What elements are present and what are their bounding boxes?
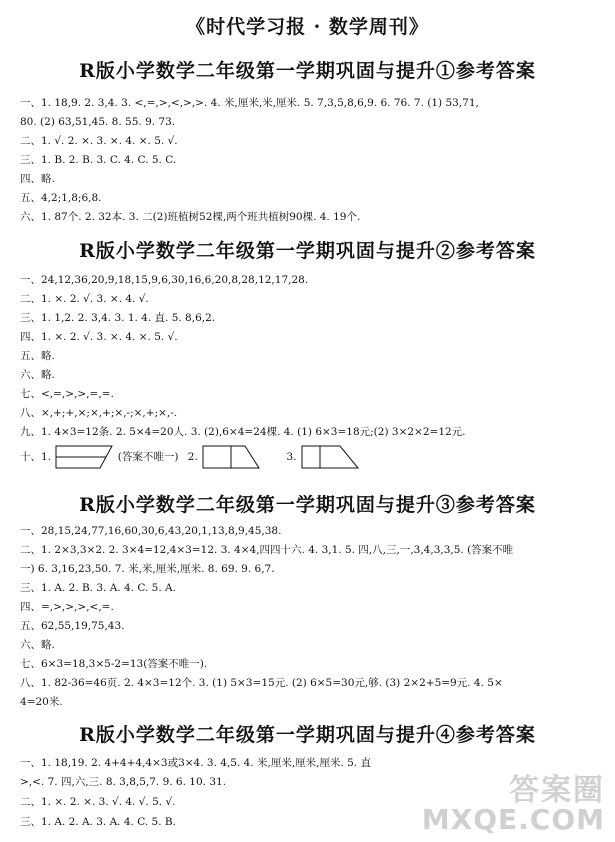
section-3-line-2: 二、1. 2×3,3×2. 2. 3×4=12,4×3=12. 3. 4×4,四四十六. 4. 3,1. 5. 四,八,三,一,3,4,3,3,5. (答案不唯 [20,544,514,556]
section-2-line-3: 三、1. 1,2. 2. 3,4. 3. 1. 4. 直. 5. 8,6,2. [20,312,216,324]
row10-item-3: 3. [286,451,297,463]
section-2-line-4: 四、1. ×. 2. √. 3. ×. 4. ×. 5. √. [20,331,178,343]
row10-item-2: 2. [187,451,198,463]
section-3-line-8: 七、6×3=18,3×5-2=13(答案不唯一). [20,658,208,670]
section-4-line-3: 二、1. ×. 2. ×. 3. √. 4. √. 5. √. [20,796,176,808]
page-title: 《时代学习报 · 数学周刊》 [186,16,429,38]
section-3-line-6: 五、62,55,19,75,43. [20,620,125,632]
section-1-line-1: 一、1. 18,9. 2. 3,4. 3. <,=,>,<,>,>. 4. 米,厘米,米,厘米. 5. 7,3,5,8,6,9. 6. 76. 7. (1) 53,71, [20,97,479,109]
section-4-title: R版小学数学二年级第一学期巩固与提升④参考答案 [79,724,536,746]
section-1-title: R版小学数学二年级第一学期巩固与提升①参考答案 [79,60,536,82]
section-3-line-3: 一) 6. 3,16,23,50. 7. 米,米,厘米,厘米. 8. 69. 9. 6,7. [20,563,275,575]
watermark-logo-text: 答案圈 [509,773,605,808]
section-1-line-3: 二、1. √. 2. ×. 3. ×. 4. ×. 5. √. [20,135,178,147]
section-3-line-7: 六、略. [20,639,55,651]
trapezoid-figure [54,444,114,470]
section-1-line-5: 四、略. [20,173,55,185]
section-2-line-9: 九、1. 4×3=12条. 2. 5×4=20人. 3. (2),6×4=24棵. 4. (1) 6×3=18元;(2) 3×2×2=12元. [20,426,466,438]
section-3-line-9: 八、1. 82-36=46页. 2. 4×3=12个. 3. (1) 5×3=15元. (2) 6×5=30元,够. (3) 2×2+5=9元. 4. 5× [20,677,503,689]
section-3-line-5: 四、=,>,>,>,<,=. [20,601,114,613]
row10-note: (答案不唯一) [117,451,179,463]
divided-trapezoid-figure [300,444,360,470]
section-2-line-7: 七、<,=,>,>,=,=. [20,388,114,400]
section-4-line-2: >,<. 7. 四,六,三. 8. 3,8,5,7. 9. 6. 10. 31. [20,776,227,788]
section-1-line-4: 三、1. B. 2. B. 3. C. 4. C. 5. C. [20,154,177,166]
section-2-title: R版小学数学二年级第一学期巩固与提升②参考答案 [79,240,536,262]
section-2-line-2: 二、1. ×. 2. √. 3. ×. 4. √. [20,293,149,305]
section-2-line-5: 五、略. [20,350,55,362]
section-4-line-4: 三、1. A. 2. A. 3. A. 4. C. 5. B. [20,816,176,828]
section-2-line-10 [20,441,600,473]
split-trapezoid-figure [201,444,261,470]
site-watermark [421,773,605,836]
section-3-line-1: 一、28,15,24,77,16,60,30,6,43,20,1,13,8,9,45,38. [20,525,282,537]
section-1-line-6: 五、4,2;1,8;6,8. [20,192,102,204]
watermark-url: MXQE.COM [421,803,605,836]
row10-prefix: 十、1. [20,451,52,463]
section-3-line-10: 4=20米. [20,696,63,708]
section-3-title: R版小学数学二年级第一学期巩固与提升③参考答案 [79,494,536,516]
section-2-line-6: 六、略. [20,369,55,381]
section-4-line-1: 一、1. 18,19. 2. 4+4+4,4×3或3×4. 3. 4,5. 4. 米,厘米,厘米,厘米. 5. 直 [20,757,372,769]
section-2-line-1: 一、24,12,36,20,9,18,15,9,6,30,16,6,20,8,28,12,17,28. [20,274,309,286]
section-2-line-8: 八、×,+;+,×;×,+;×,-;×,+;×,-. [20,407,178,419]
section-1-line-2: 80. (2) 63,51,45. 8. 55. 9. 73. [20,116,176,128]
section-3-line-4: 三、1. A. 2. B. 3. A. 4. C. 5. A. [20,582,176,594]
section-1-line-7: 六、1. 87个. 2. 32本. 3. 二(2)班植树52棵,两个班共植树90棵. 4. 19个. [20,211,361,223]
